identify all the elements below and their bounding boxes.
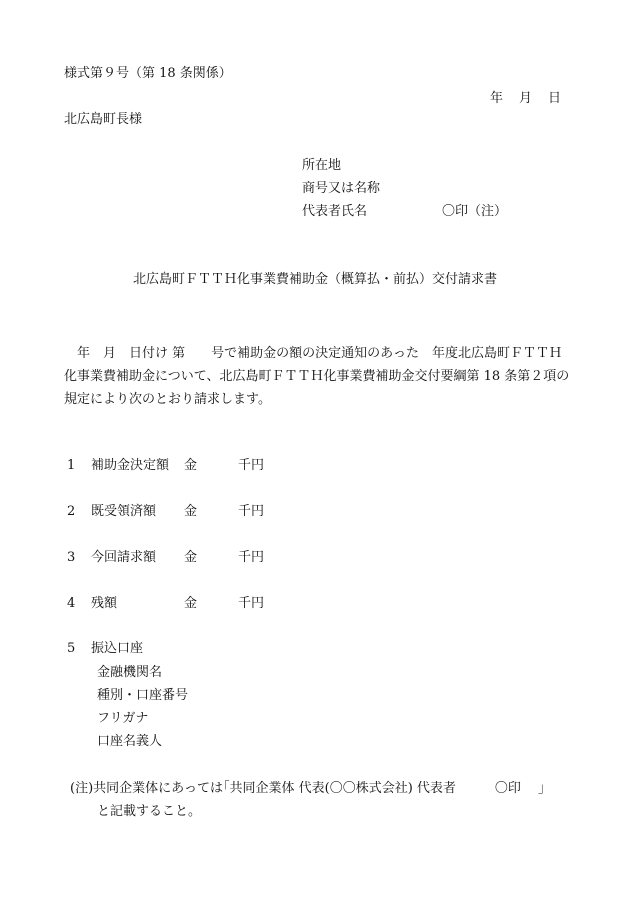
item-number: 2 (67, 504, 76, 519)
document-title: 北広島町ＦＴＴＨ化事業費補助金（概算払・前払）交付請求書 (132, 272, 497, 287)
bank-field-institution: 金融機関名 (97, 665, 163, 680)
item-currency-prefix: 金 (184, 550, 198, 565)
item-label: 残額 (91, 596, 118, 611)
item-number: 4 (67, 596, 76, 611)
date-month: 月 (519, 91, 533, 106)
item-number: 5 (67, 641, 76, 656)
date-line (490, 92, 561, 105)
item-unit: 千円 (238, 458, 265, 473)
seal-note: 〇印（注） (442, 204, 508, 219)
bank-field-account-type-number: 種別・口座番号 (97, 688, 189, 703)
item-number: 1 (67, 458, 76, 473)
applicant-representative-label: 代表者氏名 (302, 204, 368, 219)
item-currency-prefix: 金 (184, 596, 198, 611)
date-day: 日 (548, 91, 562, 106)
bank-field-furigana: フリガナ (97, 711, 149, 726)
item-label: 既受領済額 (91, 504, 157, 519)
bank-field-account-holder: 口座名義人 (97, 734, 163, 749)
addressee: 北広島町長様 (64, 112, 143, 127)
item-number: 3 (67, 550, 76, 565)
item-unit: 千円 (238, 504, 265, 519)
item-label: 補助金決定額 (91, 458, 170, 473)
item-currency-prefix: 金 (184, 458, 198, 473)
applicant-address-label: 所在地 (302, 158, 342, 173)
applicant-name-label: 商号又は名称 (302, 181, 381, 196)
item-currency-prefix: 金 (184, 504, 198, 519)
item-label: 今回請求額 (91, 550, 157, 565)
date-year: 年 (490, 91, 504, 106)
bank-account-label: 振込口座 (91, 641, 144, 656)
item-unit: 千円 (238, 596, 265, 611)
note-line-2: と記載すること。 (97, 804, 202, 819)
request-body-text: 年 月 日付け 第 号で補助金の額の決定通知のあった 年度北広島町ＦＴＴＨ化事業費補助金について、北広島町ＦＴＴＨ化事業費補助金交付要綱第 18 条第２項の規定により次のとおり請求します。 (64, 346, 570, 407)
form-number: 様式第９号（第 18 条関係） (64, 66, 232, 81)
note-line-1: (注)共同企業体にあっては｢共同企業体 代表(〇〇株式会社) 代表者 〇印 ｣ (70, 781, 545, 796)
item-unit: 千円 (238, 550, 265, 565)
